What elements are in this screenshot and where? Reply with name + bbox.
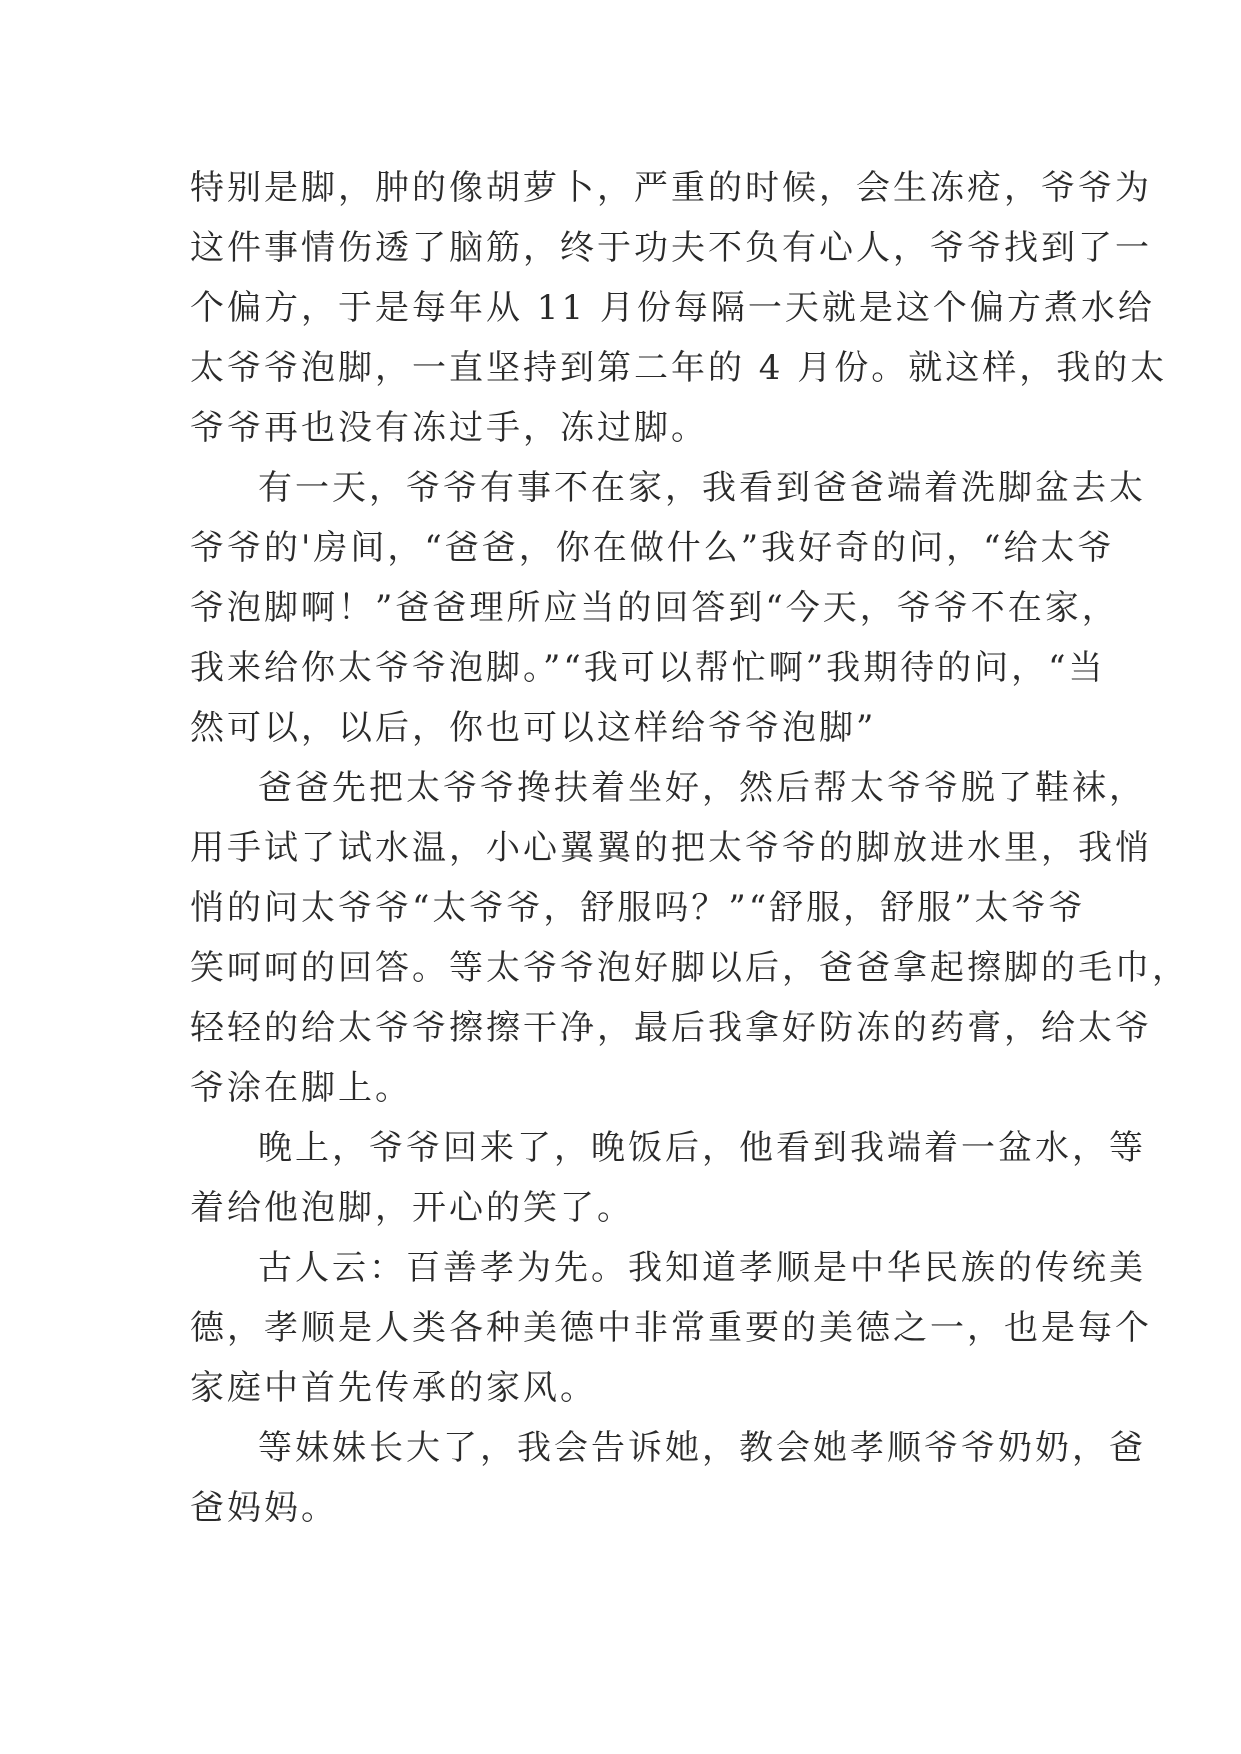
paragraph-6 [190, 1418, 1146, 1538]
text-line: 然可以，以后，你也可以这样给爷爷泡脚” [190, 708, 877, 748]
text-line: 笑呵呵的回答。等太爷爷泡好脚以后，爸爸拿起擦脚的毛巾， [190, 948, 1189, 988]
text-line: 个偏方，于是每年从 11 月份每隔一天就是这个偏方煮水给 [190, 288, 1155, 328]
text-line: 爷爷再也没有冻过手，冻过脚。 [190, 408, 708, 448]
document-body [190, 158, 1189, 1538]
text-line: 悄的问太爷爷“太爷爷，舒服吗？”“舒服，舒服”太爷爷 [190, 888, 1086, 928]
paragraph-2 [190, 458, 1146, 758]
paragraph-4 [190, 1118, 1146, 1238]
text-line: 古人云：百善孝为先。我知道孝顺是中华民族的传统美 [258, 1248, 1146, 1288]
text-line: 轻轻的给太爷爷擦擦干净，最后我拿好防冻的药膏，给太爷 [190, 1008, 1152, 1048]
paragraph-5 [190, 1238, 1152, 1418]
text-line: 爷涂在脚上。 [190, 1068, 412, 1108]
text-line: 特别是脚，肿的像胡萝卜，严重的时候，会生冻疮，爷爷为 [190, 168, 1152, 208]
text-line: 爸妈妈。 [190, 1488, 338, 1528]
text-line: 爷泡脚啊！”爸爸理所应当的回答到“今天，爷爷不在家， [190, 588, 1119, 628]
text-line: 德，孝顺是人类各种美德中非常重要的美德之一，也是每个 [190, 1308, 1152, 1348]
text-line: 家庭中首先传承的家风。 [190, 1368, 597, 1408]
text-line: 爸爸先把太爷爷搀扶着坐好，然后帮太爷爷脱了鞋袜， [258, 768, 1146, 808]
text-line: 用手试了试水温，小心翼翼的把太爷爷的脚放进水里，我悄 [190, 828, 1152, 868]
paragraph-1 [190, 158, 1168, 458]
text-line: 等妹妹长大了，我会告诉她，教会她孝顺爷爷奶奶，爸 [258, 1428, 1146, 1468]
text-line: 晚上，爷爷回来了，晚饭后，他看到我端着一盆水，等 [258, 1128, 1146, 1168]
text-line: 着给他泡脚，开心的笑了。 [190, 1188, 634, 1228]
paragraph-3 [190, 758, 1189, 1118]
text-line: 这件事情伤透了脑筋，终于功夫不负有心人，爷爷找到了一 [190, 228, 1152, 268]
text-line: 爷爷的'房间，“爸爸，你在做什么”我好奇的问，“给太爷 [190, 528, 1115, 568]
text-line: 太爷爷泡脚，一直坚持到第二年的 4 月份。就这样，我的太 [190, 348, 1168, 388]
text-line: 有一天，爷爷有事不在家，我看到爸爸端着洗脚盆去太 [258, 468, 1146, 508]
text-line: 我来给你太爷爷泡脚。”“我可以帮忙啊”我期待的问，“当 [190, 648, 1106, 688]
